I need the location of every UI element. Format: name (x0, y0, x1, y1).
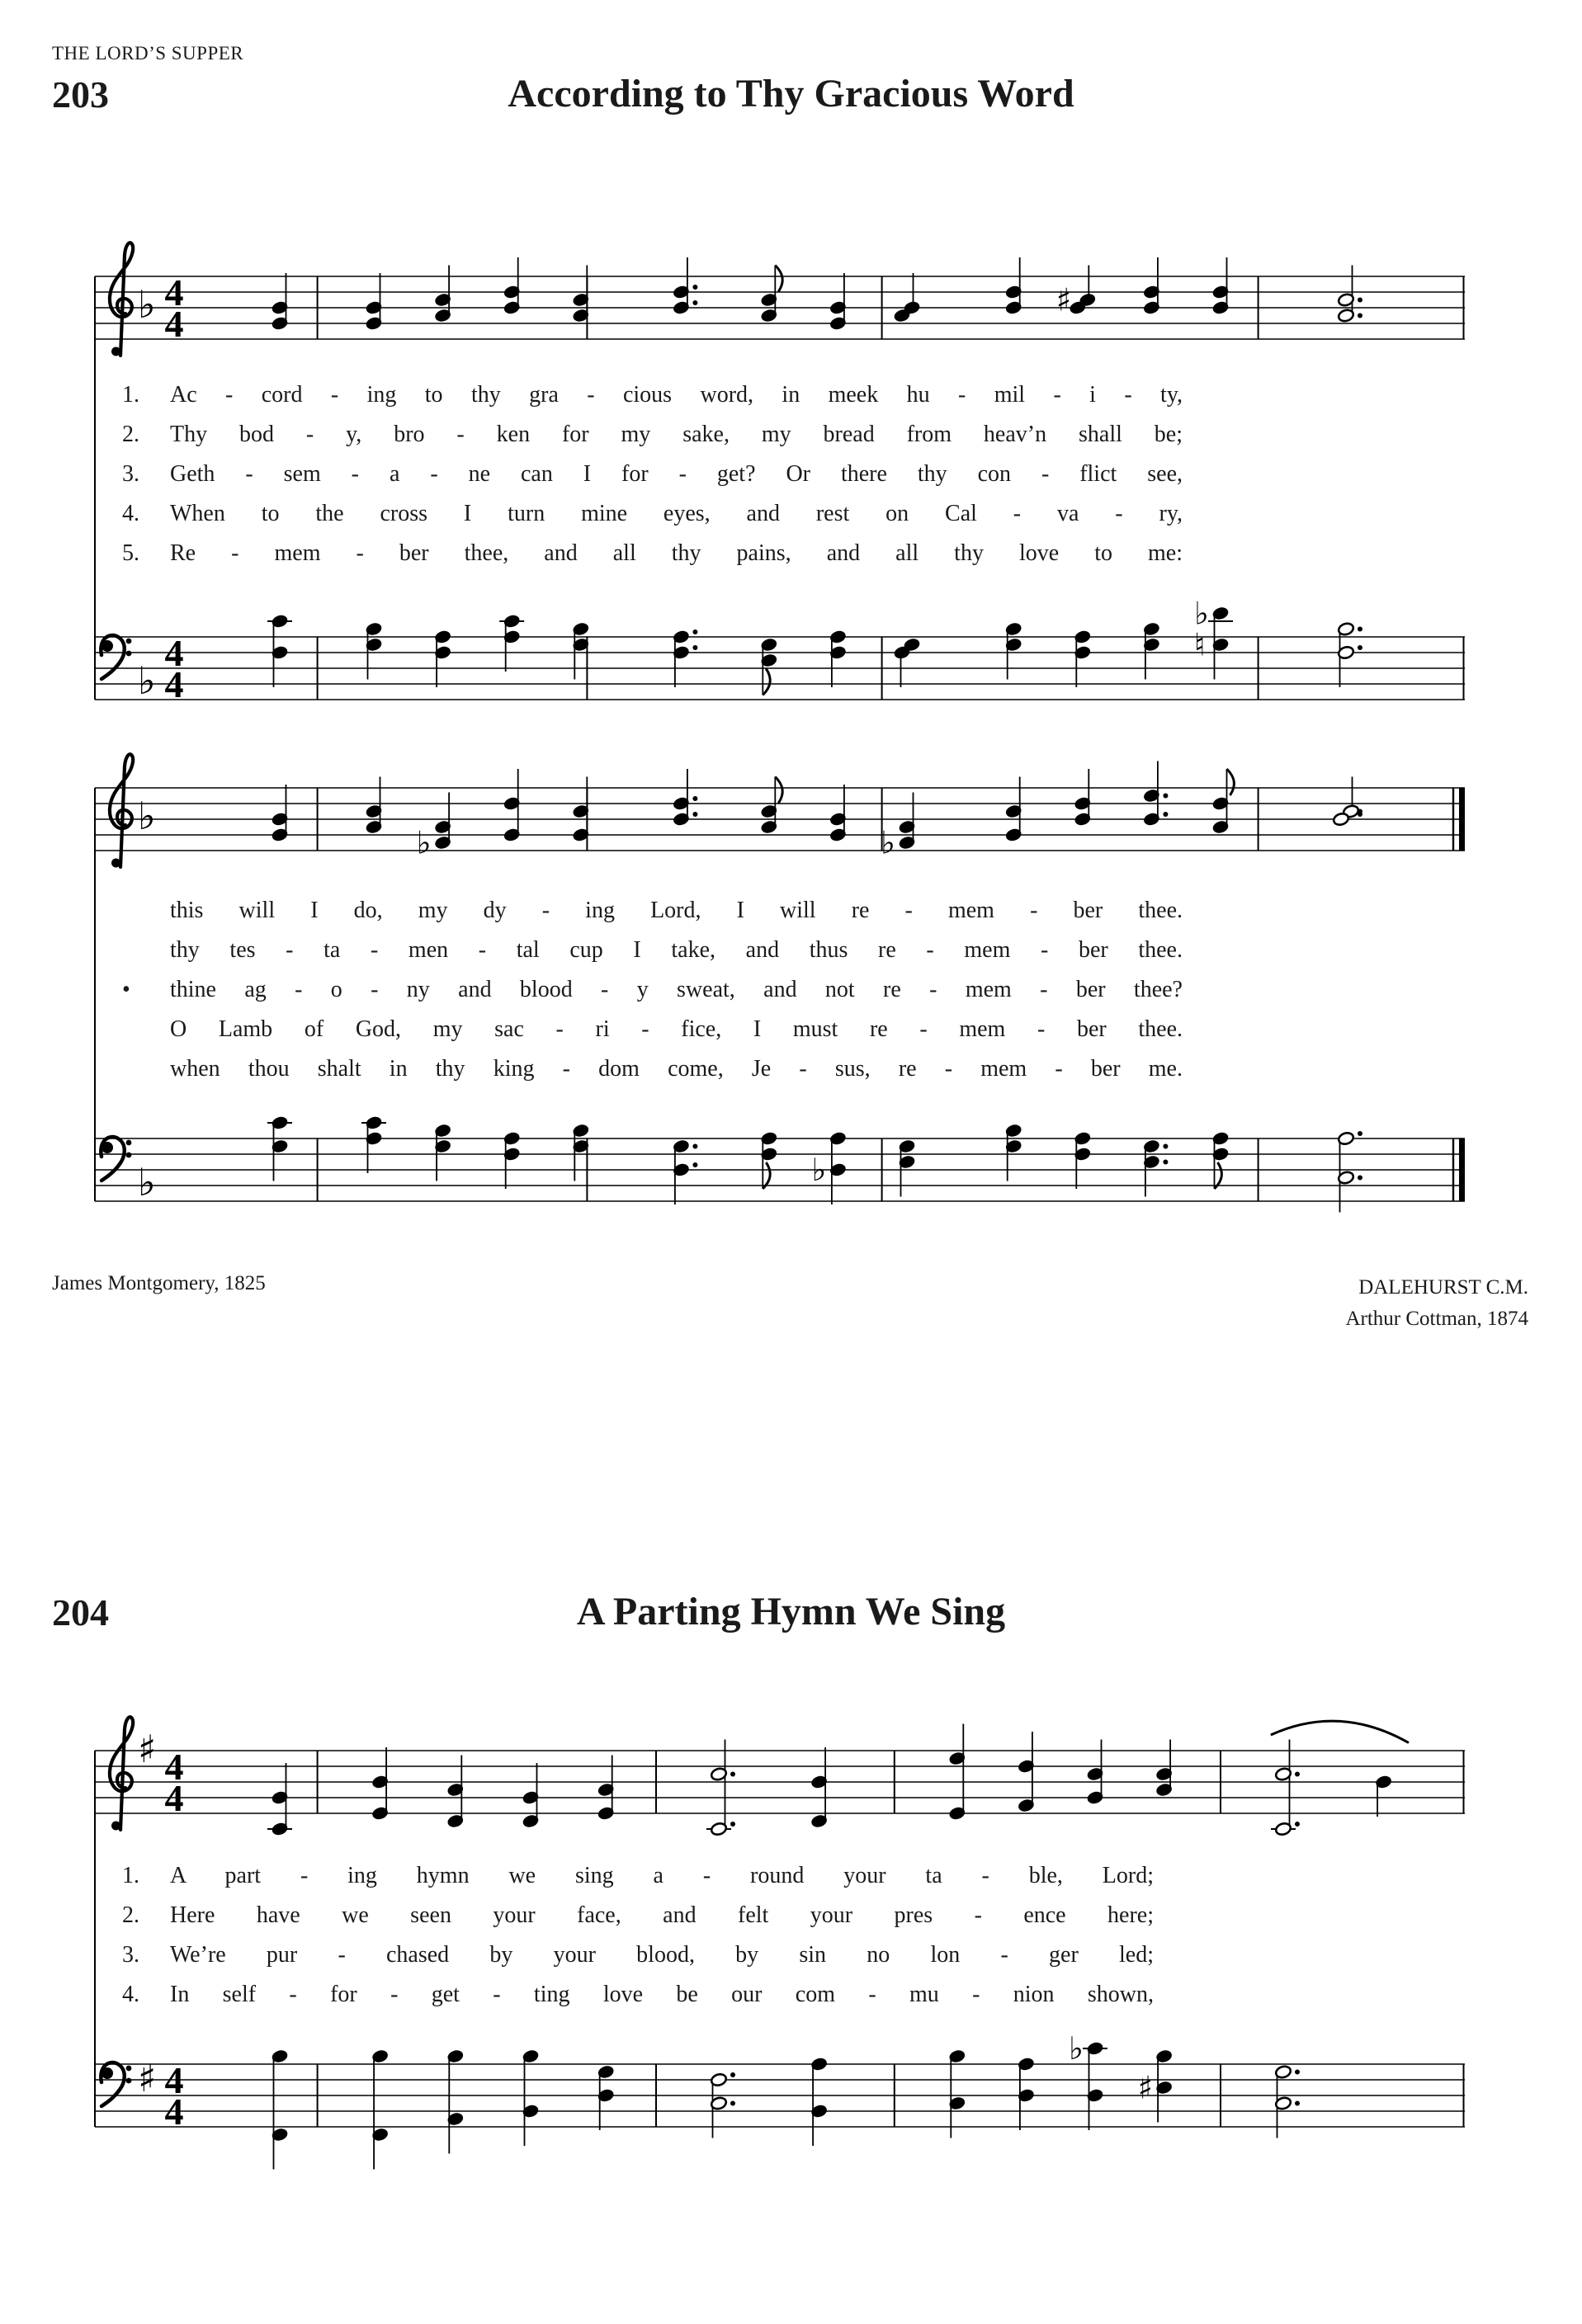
svg-text:4: 4 (164, 303, 184, 345)
verse-text: A part - ing hymn we sing a - round your ta - ble, Lord; (170, 1863, 1154, 1888)
lyrics-203-part2 (122, 891, 1183, 1089)
verse-marker (122, 1010, 170, 1049)
verse-marker (122, 891, 170, 931)
verse-number: 5. (122, 540, 139, 566)
lyric-line (122, 1896, 1154, 1935)
verse-number: 2. (122, 422, 139, 447)
verse-text: thine ag - o - ny and blood - y sweat, and not re - mem - ber thee? (170, 977, 1183, 1002)
hymn-number-204: 204 (52, 1591, 109, 1633)
svg-text:♭: ♭ (1069, 2030, 1084, 2067)
staff-204-treble (95, 1693, 1465, 1883)
lyric-line (122, 415, 1183, 455)
verse-text: this will I do, my dy - ing Lord, I will re - mem - ber thee. (170, 898, 1183, 923)
lyric-line (122, 375, 1183, 415)
lyric-line (122, 1935, 1154, 1975)
lyric-line (122, 891, 1183, 931)
svg-text:4: 4 (164, 632, 184, 674)
svg-text:♮: ♮ (1194, 626, 1206, 663)
tune-credit (1345, 1272, 1528, 1335)
hymn-title-204: A Parting Hymn We Sing (576, 1590, 1006, 1633)
svg-text:♭: ♭ (811, 1152, 827, 1188)
staff-203-bass-2 (95, 1081, 1465, 1270)
verse-text: Ac - cord - ing to thy gra - cious word, in meek hu - mil - i - ty, (170, 382, 1183, 408)
svg-text:♭: ♭ (138, 658, 156, 703)
svg-text:♭: ♭ (138, 1160, 156, 1204)
verse-text: when thou shalt in thy king - dom come, Je - sus, re - mem - ber me. (170, 1056, 1183, 1082)
hymn-number-203: 203 (52, 73, 109, 115)
verse-number: 4. (122, 1982, 139, 2007)
svg-text:♭: ♭ (1194, 595, 1209, 632)
svg-text:♯: ♯ (138, 1727, 157, 1771)
lyrics-204 (122, 1856, 1154, 2015)
lyrics-203-part1 (122, 375, 1183, 573)
author-credit: James Montgomery, 1825 (52, 1272, 266, 1294)
svg-text:4: 4 (164, 271, 184, 313)
verse-number: 3. (122, 461, 139, 487)
hymn-title-203: According to Thy Gracious Word (508, 72, 1074, 115)
lyric-line (122, 534, 1183, 573)
verse-number: 4. (122, 501, 139, 526)
verse-text: Geth - sem - a - ne can I for - get? Or there thy con - flict see, (170, 461, 1183, 487)
verse-number: 3. (122, 1942, 139, 1968)
verse-bullet: • (122, 977, 130, 1002)
svg-text:♭: ♭ (138, 794, 156, 838)
lyric-line (122, 931, 1183, 970)
verse-text: We’re pur - chased by your blood, by sin no lon - ger led; (170, 1942, 1154, 1968)
section-header: THE LORD’S SUPPER (52, 43, 244, 64)
tune-name: DALEHURST C.M. (1358, 1276, 1528, 1299)
svg-text:♭: ♭ (138, 282, 156, 327)
verse-marker (122, 931, 170, 970)
svg-text:♯: ♯ (1137, 2069, 1153, 2106)
verse-text: When to the cross I turn mine eyes, and rest on Cal - va - ry, (170, 501, 1183, 526)
verse-text: O Lamb of God, my sac - ri - fice, I must re - mem - ber thee. (170, 1016, 1183, 1042)
svg-text:♭: ♭ (881, 824, 895, 861)
verse-number: 2. (122, 1902, 139, 1928)
staff-204-bass (95, 2006, 1465, 2196)
lyric-line (122, 970, 1183, 1010)
verse-text: thy tes - ta - men - tal cup I take, and thus re - mem - ber thee. (170, 937, 1183, 963)
svg-text:♭: ♭ (416, 824, 432, 861)
svg-text:♯: ♯ (138, 2056, 157, 2100)
verse-text: Re - mem - ber thee, and all thy pains, and all thy love to me: (170, 540, 1183, 566)
svg-text:4: 4 (164, 1746, 184, 1788)
svg-text:4: 4 (164, 2059, 184, 2101)
verse-text: In self - for - get - ting love be our com - mu - nion shown, (170, 1982, 1154, 2007)
svg-text:4: 4 (164, 1777, 184, 1819)
lyric-line (122, 1010, 1183, 1049)
verse-text: Here have we seen your face, and felt your pres - ence here; (170, 1902, 1154, 1928)
verse-number: 1. (122, 382, 139, 408)
svg-text:♯: ♯ (1055, 281, 1072, 318)
verse-text: Thy bod - y, bro - ken for my sake, my bread from heav’n shall be; (170, 422, 1183, 447)
lyric-line (122, 494, 1183, 534)
svg-text:4: 4 (164, 2091, 184, 2133)
composer-credit: Arthur Cottman, 1874 (1345, 1308, 1528, 1330)
lyric-line (122, 1856, 1154, 1896)
svg-text:4: 4 (164, 663, 184, 705)
lyric-line (122, 455, 1183, 494)
verse-number: 1. (122, 1863, 139, 1888)
